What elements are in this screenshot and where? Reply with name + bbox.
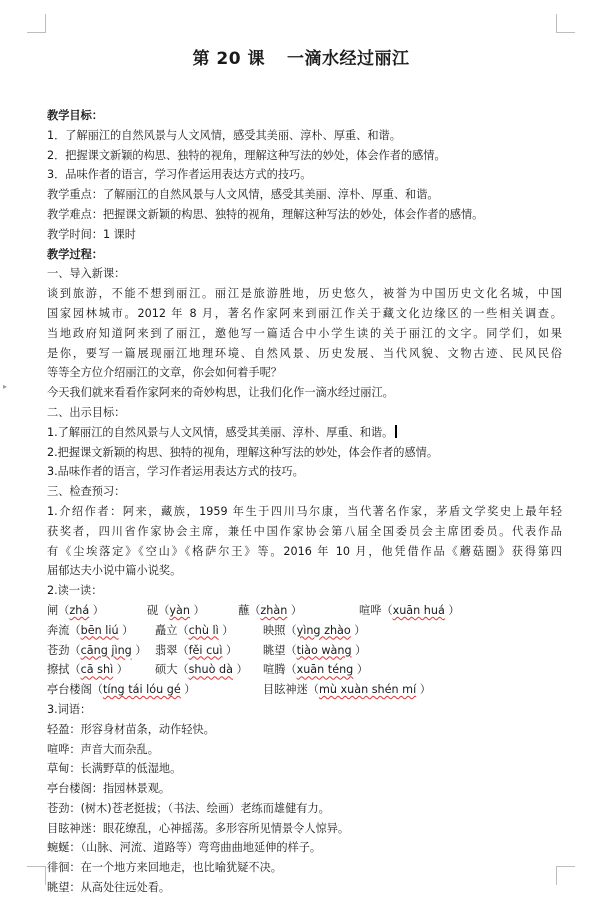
page-title [0, 44, 602, 69]
read-heading: 2.读一读： [47, 584, 103, 598]
vocab-row [47, 660, 562, 680]
margin-arrow-icon: ▸ [3, 382, 8, 391]
word-definition: 眺望：从高处往远处看。 [47, 881, 171, 895]
author-line: 有《尘埃落定》《空山》《格萨尔王》等。2016 年 10 月，他凭借作品《蘑菇圈》获得第四 [47, 544, 562, 558]
vocab-pinyin: tiào wàng [296, 643, 352, 657]
goals-heading: 教学目标： [47, 109, 103, 122]
page-corner-mark [27, 866, 46, 885]
vocab-pinyin: zhàn [260, 603, 288, 617]
vocab-word: 硕大 [155, 663, 178, 677]
vocab-word: 眺望 [263, 643, 286, 657]
vocab-word: 奔流 [47, 623, 70, 637]
word-list [47, 720, 562, 898]
vocab-word: 擦拭 [47, 663, 70, 677]
vocab-item: 目眩神迷（mù xuàn shén mí ） [263, 683, 431, 697]
vocab-word: 苍劲 [47, 643, 70, 657]
vocab-item: 亭台楼阁（tíng tái lóu gé ） [47, 683, 196, 697]
vocab-word: 闸 [47, 603, 59, 617]
page-corner-mark [27, 14, 46, 33]
vocab-pinyin: yàn [169, 603, 190, 617]
vocab-word: 砚 [147, 603, 159, 617]
word-definition: 苍劲：(树木)苍老挺拔；（书法、绘画）老练而雄健有力。 [47, 801, 330, 815]
objective-item[interactable] [47, 423, 562, 443]
vocab-word: 喧腾 [263, 663, 286, 677]
goal-item: 1．了解丽江的自然风景与人文风情，感受其美丽、淳朴、厚重、和谐。 [47, 128, 401, 142]
vocab-word: 翡翠 [155, 643, 178, 657]
vocab-row [47, 641, 562, 661]
vocab-pinyin: bēn liú [80, 623, 119, 637]
lesson-number: 第 20 课 [192, 49, 265, 69]
vocab-pinyin: shuò dà [188, 663, 233, 677]
word-definition: 目眩神迷：眼花缭乱，心神摇荡。多形容所见情景令人惊异。 [47, 821, 350, 835]
vocab-row [47, 621, 562, 641]
author-line: 1.介绍作者：阿来，藏族，1959 年生于四川马尔康，当代著名作家，茅盾文学奖史上最年轻 [47, 504, 562, 518]
vocab-pinyin: zhá [69, 603, 90, 617]
goal-item: 3．品味作者的语言，学习作者运用表达方式的技巧。 [47, 168, 312, 182]
paragraph-line: 等等全方位介绍丽江的文章，你会如何着手呢？ [47, 366, 282, 380]
objective-item: 3.品味作者的语言，学习作者运用表达方式的技巧。 [47, 465, 304, 479]
author-line: 获奖者，四川省作家协会主席，兼任中国作家协会第八届全国委员会主席团委员。代表作品 [47, 524, 562, 538]
word-definition: 喧哗：声音大而杂乱。 [47, 742, 159, 756]
section-heading: 二、出示目标： [47, 405, 126, 419]
objective-item: 2.把握课文新颖的构思、独特的视角，理解这种写法的妙处，体会作者的感情。 [47, 445, 439, 459]
vocab-word: 亭台楼阁 [47, 683, 92, 697]
vocab-pinyin: mù xuàn shén mí [318, 683, 417, 697]
text-cursor [395, 425, 397, 438]
word-definition: 轻盈：形容身材苗条，动作轻快。 [47, 722, 215, 736]
vocab-item: 眺望（tiào wàng ） [263, 643, 367, 657]
word-definition: 亭台楼阁：指园林景观。 [47, 782, 171, 796]
vocab-pinyin: chù lì [188, 623, 219, 637]
author-line: 届郁达夫小说中篇小说奖。 [47, 564, 182, 578]
vocab-item: 矗立（chù lì ） [155, 623, 234, 637]
process-heading: 教学过程： [47, 247, 103, 261]
paragraph-line: 今天我们就来看看作家阿来的奇妙构思，让我们化作一滴水经过丽江。 [47, 386, 394, 400]
vocab-item: 奔流（bēn liú ） [47, 623, 134, 637]
paragraph-line: 谈到旅游，不能不想到丽江。丽江是旅游胜地，历史悠久，被誉为中国历史文化名城，中国 [47, 287, 562, 301]
vocab-item: 擦拭（cā shì ） [47, 663, 128, 677]
vocab-item: 映照（yìng zhào ） [263, 623, 366, 637]
section-heading: 三、检查预习： [47, 485, 126, 499]
vocab-item: 闸（zhá ） [47, 603, 104, 617]
teaching-time: 教学时间：1 课时 [47, 227, 136, 241]
vocab-item: 砚（yàn ） [147, 603, 205, 617]
vocab-item: 蘸（zhàn ） [238, 603, 303, 617]
vocab-word: 喧哗 [359, 603, 382, 617]
word-definition: 徘徊：在一个地方来回地走，也比喻犹疑不决。 [47, 861, 282, 875]
key-point: 教学重点：了解丽江的自然风景与人文风情，感受其美丽、淳朴、厚重、和谐。 [47, 188, 439, 202]
vocab-pinyin: xuān téng [296, 663, 354, 677]
vocab-pinyin: fěi cuì [188, 643, 223, 657]
paragraph-line: 是你，要写一篇展现丽江地理环境、自然风景、历史发展、当代风貌、文物古迹、民风民俗 [47, 346, 562, 360]
vocab-item: 喧哗（xuān huá ） [359, 603, 460, 617]
objective-text: 1.了解丽江的自然风景与人文风情，感受其美丽、淳朴、厚重、和谐。 [47, 425, 394, 439]
section-heading: 一、导入新课： [47, 267, 126, 281]
vocab-word: 目眩神迷 [263, 683, 308, 697]
vocab-pinyin: tíng tái lóu gé [102, 683, 181, 697]
document-body [47, 106, 562, 898]
vocab-word: 映照 [263, 623, 286, 637]
paragraph-line: 当地政府知道阿来到了丽江，邀他写一篇适合中小学生读的关于丽江的文字。同学们，如果 [47, 326, 562, 340]
vocab-row [47, 601, 562, 621]
word-definition: 蜿蜒：（山脉、河流、道路等）弯弯曲曲地延伸的样子。 [47, 841, 322, 855]
vocab-item: 苍劲（cāng jìng ） [47, 643, 147, 657]
vocab-item: 喧腾（xuān téng ） [263, 663, 369, 677]
vocab-row [47, 680, 562, 700]
vocab-pinyin: cāng jìng [80, 643, 132, 657]
words-heading: 3.词语： [47, 702, 92, 716]
word-definition: 草甸：长满野草的低湿地。 [47, 762, 182, 776]
vocab-word: 矗立 [155, 623, 178, 637]
vocab-table [47, 601, 562, 700]
vocab-word: 蘸 [238, 603, 250, 617]
page-corner-mark [556, 14, 575, 33]
lesson-name: 一滴水经过丽江 [287, 49, 410, 69]
goal-item: 2．把握课文新颖的构思、独特的视角，理解这种写法的妙处，体会作者的感情。 [47, 148, 446, 162]
vocab-pinyin: yìng zhào [296, 623, 351, 637]
vocab-pinyin: xuān huá [392, 603, 445, 617]
vocab-pinyin: cā shì [80, 663, 114, 677]
paragraph-line: 国家园林城市。2012 年 8 月，著名作家阿来到丽江作关于藏文化边缘区的一些相关调查。 [47, 306, 562, 320]
vocab-item: 硕大（shuò dà ） [155, 663, 248, 677]
difficulty: 教学难点：把握课文新颖的构思、独特的视角，理解这种写法的妙处，体会作者的感情。 [47, 207, 484, 221]
vocab-item: 翡翠（fěi cuì ） [155, 643, 238, 657]
